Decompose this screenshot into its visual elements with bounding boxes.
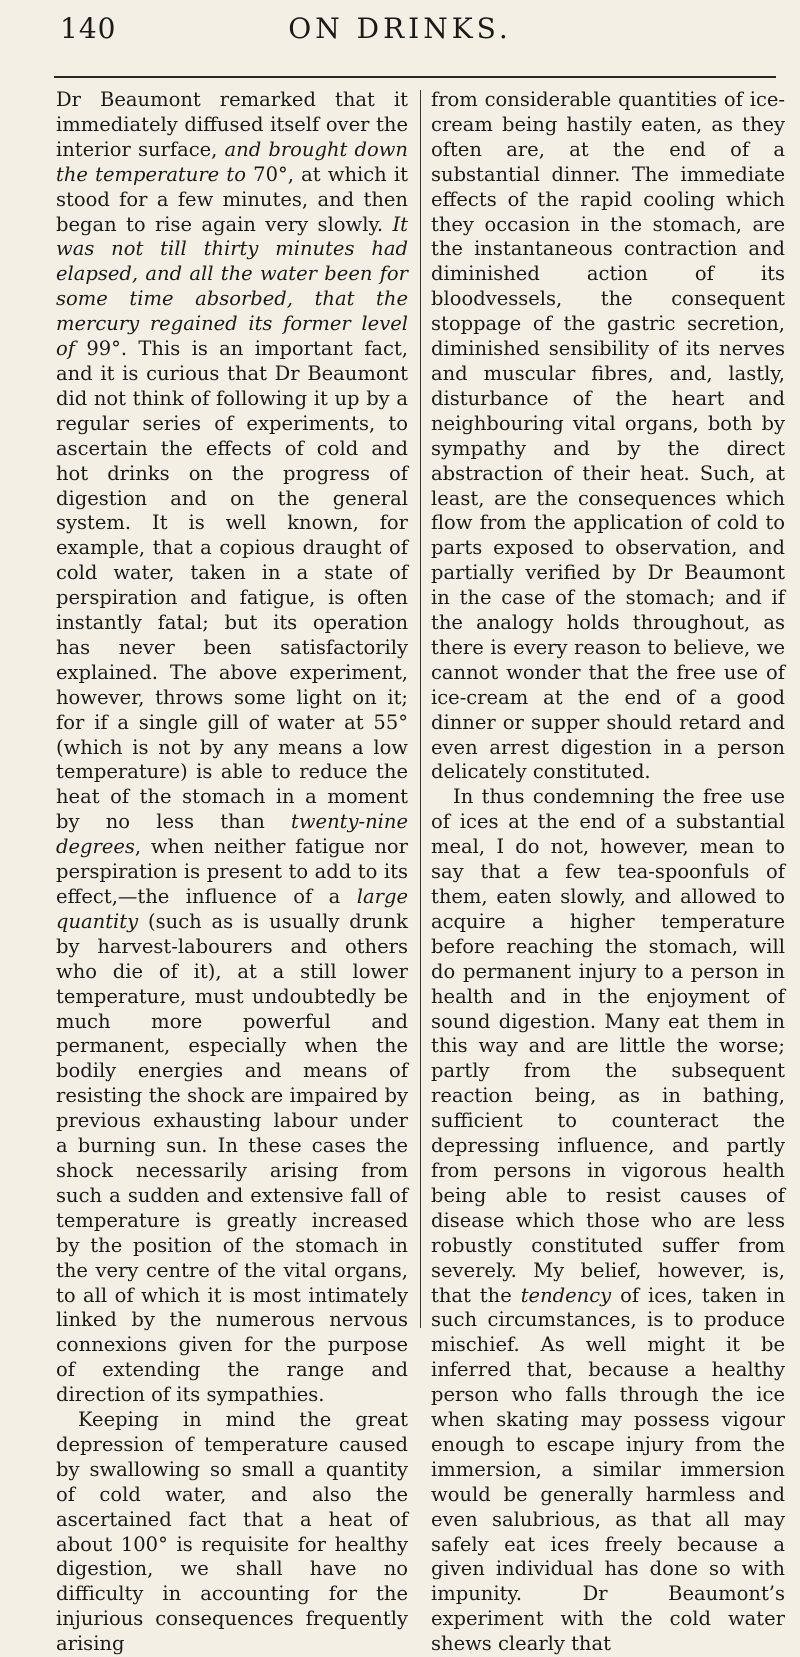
header-rule xyxy=(54,76,776,78)
paragraph: Keeping in mind the great depression of temperature caused by swallowing so small a quantity of cold water, and also the ascertained fact that a heat of about 100° is requisite for healthy digestion, we shall have no difficulty in accounting for the injurious consequences frequently arising xyxy=(56,1408,408,1656)
text-run: (such as is usually drunk by harvest-labourers and others who die of it), at a still lower temperature, must undoubtedly be much more powerful and permanent, especially when the bodily energies and means of resisting the shock are impaired by previous exhausting labour under a burning sun. In these cases the shock necessarily arising from such a sudden and extensive fall of temperature is greatly increased by the position of the stomach in the very centre of the vital organs, to all of which it is most intimately linked by the numerous nervous connexions given for the purpose of extending the range and direction of its sympathies. xyxy=(56,909,408,1407)
page-header xyxy=(40,12,760,52)
text-run: Dr Beaumont remarked that it immediately diffused itself over the interior surface, xyxy=(56,88,408,161)
left-column xyxy=(56,88,408,1656)
italic-run: It was not till thirty minutes had elapsed, and all the water been for some time absorbed, that the mercury regained its former level of xyxy=(56,212,408,361)
text-run: of ices, taken in such circumstances, is to produce mischief. As well might it be inferred that, because a healthy person who falls through the ice when skating may possess vigour enough to escape injury from the immersion, a similar immersion would be generally harmless and even salubrious, as that all may safely eat ices freely because a given individual has done so with impunity. Dr Beaumont’s experiment with the cold water shews clearly that xyxy=(431,1283,785,1656)
right-column xyxy=(431,88,785,1656)
text-columns xyxy=(56,88,786,1656)
text-run: , when neither fatigue nor perspiration is present to add to its effect,—the influence of a xyxy=(56,835,408,908)
column-divider xyxy=(420,90,421,1328)
paragraph: from considerable quantities of ice-cream being hastily eaten, as they often are, at the end of a substantial dinner. The immediate effects of the rapid cooling which they occasion in the stomach, are the instantaneous contraction and diminished action of its bloodvessels, the consequent stoppage of the gastric secretion, diminished sensibility of its nerves and muscular fibres, and, lastly, disturbance of the heart and neighbouring vital organs, both by sympathy and by the direct abstraction of their heat. Such, at least, are the consequences which flow from the application of cold to parts exposed to observation, and partially verified by Dr Beaumont in the case of the stomach; and if the analogy holds throughout, as there is every reason to believe, we cannot wonder that the free use of ice-cream at the end of a good dinner or supper should retard and even arrest digestion in a person delicately constituted. xyxy=(431,88,785,784)
text-run: 99°. This is an important fact, and it is curious that Dr Beaumont did not think of following it up by a regular series of experiments, to ascertain the effects of cold and hot drinks on the progress of digestion and on the general system. It is well known, for example, that a copious draught of cold water, taken in a state of perspiration and fatigue, is often instantly fatal; but its operation has never been satisfactorily explained. The above experiment, however, throws some light on it; for if a single gill of water at 55° (which is not by any means a low temperature) is able to reduce the heat of the stomach in a moment by no less than xyxy=(56,337,408,834)
italic-run: twenty-nine degrees xyxy=(56,810,408,859)
paragraph xyxy=(56,88,408,1408)
italic-run: and brought down the temperature to xyxy=(56,137,408,186)
italic-run: tendency xyxy=(520,1283,612,1307)
italic-run: large quantity xyxy=(56,885,408,933)
text-run: 70°, at which it stood for a few minutes, and then began to rise again very slowly. xyxy=(56,162,408,236)
text-run: In thus condemning the free use of ices at the end of a substantial meal, I do not, however, mean to say that a few tea-spoonfuls of them, eaten slowly, and allowed to acquire a higher temperature before reaching the stomach, will do permanent injury to a person in health and in the enjoyment of sound digestion. Many eat them in this way and are little the worse; partly from the subsequent reaction being, as in bathing, sufficient to counteract the depressing influence, and partly from persons in vigorous health being able to resist causes of disease which those who are less robustly constituted suffer from severely. My belief, however, is, that the xyxy=(431,785,785,1307)
page-number: 140 xyxy=(60,12,117,45)
paragraph xyxy=(431,785,785,1657)
running-title: ON DRINKS. xyxy=(288,12,512,45)
